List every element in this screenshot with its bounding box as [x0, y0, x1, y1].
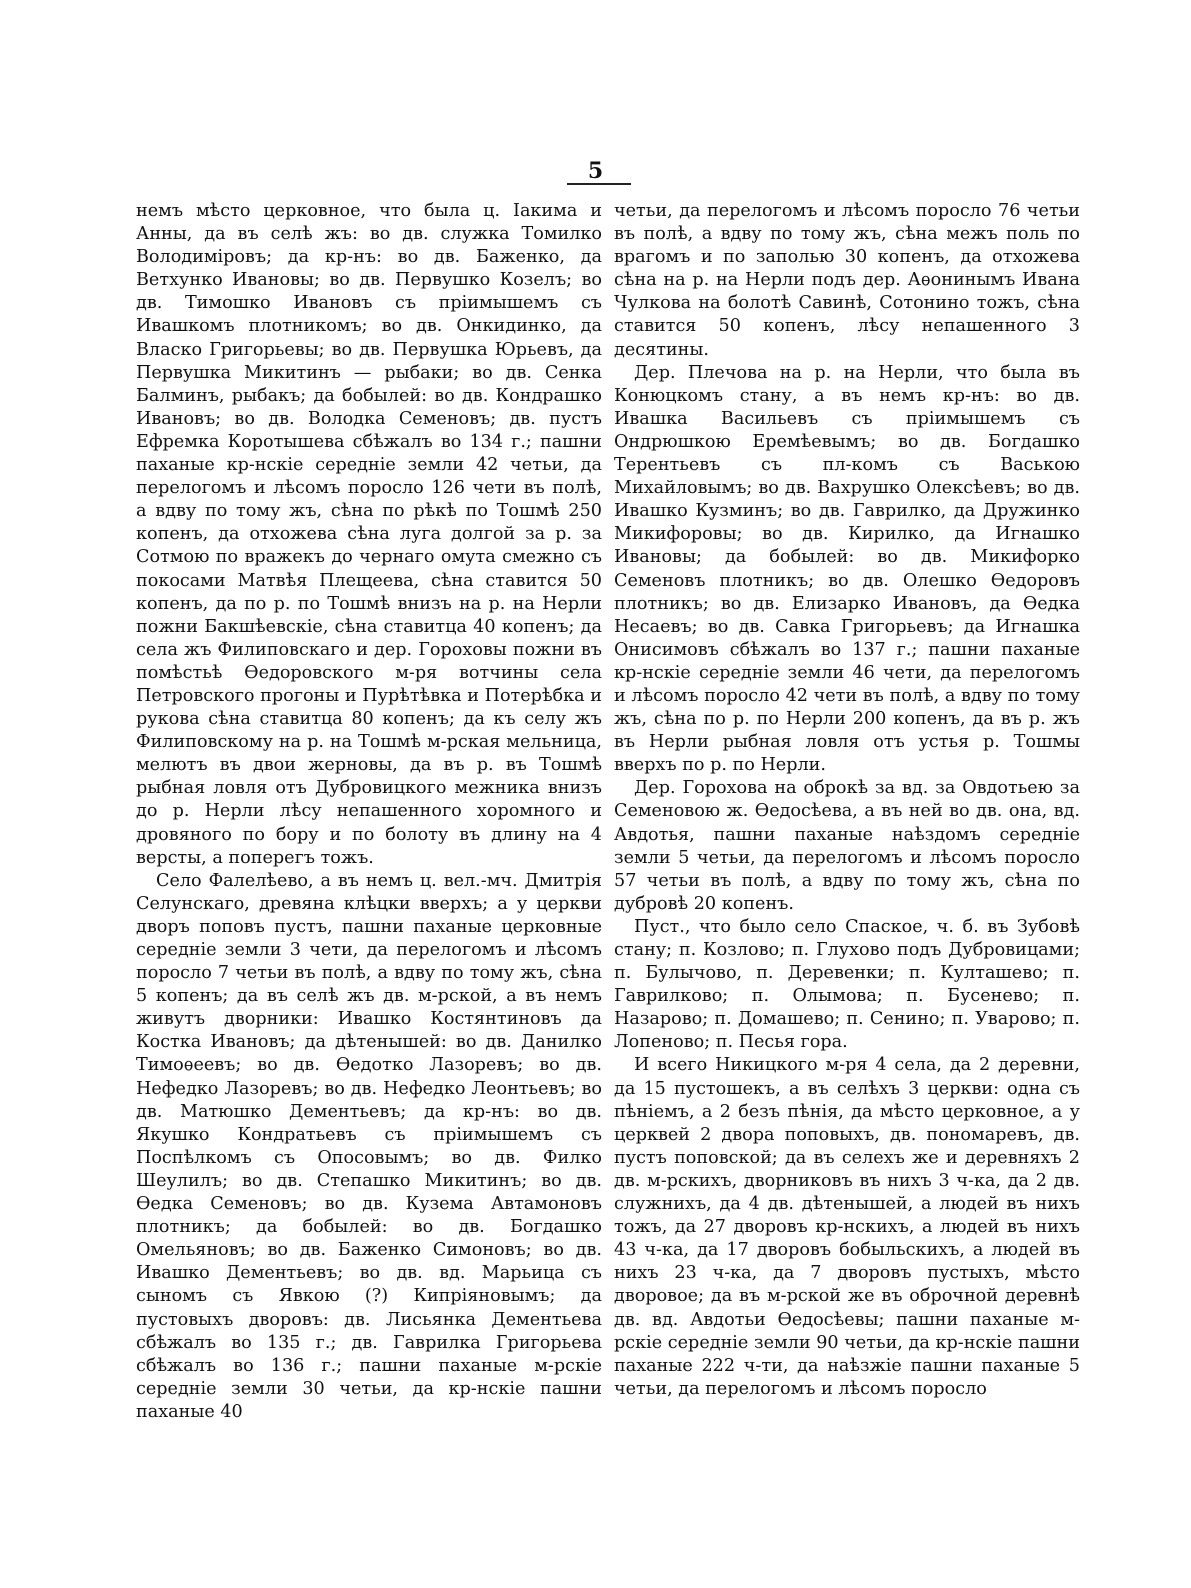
paragraph: Дер. Плечова на р. на Нерли, что была въ Конюцкомъ стану, а въ немъ кр-нъ: во дв. Ивашка Васильевъ съ пріимышемъ съ Ондрюшкою Еремѣевымъ; во дв. Богдашко Терентьевъ съ пл-комъ съ Ваською Михайловымъ; во дв. Вахрушко Олексѣевъ; во дв. Ивашко Кузминъ; во дв. Гаврилко, да Дружинко Микифоровы; во дв. Кирилко, да Игнашко Ивановы; да бобылей: во дв. Микифорко Семеновъ плотникъ; во дв. Олешко Ѳедоровъ плотникъ; во дв. Елизарко Ивановъ, да Ѳедка Несаевъ; во дв. Савка Григорьевъ; да Игнашка Онисимовъ сбѣжалъ во 137 г.; пашни паханые кр-нскіе середніе земли 46 чети, да перелогомъ и лѣсомъ поросло 42 чети въ полѣ, а вдву по тому жъ, сѣна по р. по Нерли 200 копенъ, да въ р. жъ въ Нерли рыбная ловля отъ устья р. Тошмы вверхъ по р. по Нерли.	[614, 362, 1080, 776]
paragraph: Дер. Горохова на оброкѣ за вд. за Овдотьею за Семеновою ж. Ѳедосѣева, а въ ней во дв. она, вд. Авдотья, пашни паханые наѣздомъ середніе земли 5 четьи, да перелогомъ и лѣсомъ поросло 57 четьи въ полѣ, а вдву по тому жъ, сѣна по дубровѣ 20 копенъ.	[614, 778, 1080, 914]
page-number-rule	[567, 183, 631, 185]
left-column	[136, 200, 602, 1424]
paragraph: немъ мѣсто церковное, что была ц. Іакима и Анны, да въ селѣ жъ: во дв. служка Томилко Володиміровъ; да кр-нъ: во дв. Баженко, да Ветхунко Ивановы; во дв. Первушко Козелъ; во дв. Тимошко Ивановъ съ пріимышемъ съ Ивашкомъ плотникомъ; во дв. Онкидинко, да Власко Григорьевы; во дв. Первушка Юрьевъ, да Первушка Микитинъ — рыбаки; во дв. Сенка Балминъ, рыбакъ; да бобылей: во дв. Кондрашко Ивановъ; во дв. Володка Семеновъ; дв. пустъ Ефремка Коротышева сбѣжалъ во 134 г.; пашни паханые кр-нскіе середніе земли 42 четьи, да перелогомъ и лѣсомъ поросло 126 чети въ полѣ, а вдву по тому жъ, сѣна по рѣкѣ по Тошмѣ 250 копенъ, да отхожева сѣна луга долгой за р. за Сотмою по вражекъ до чернаго омута смежно съ покосами Матвѣя Плещеева, сѣна ставится 50 копенъ, да по р. по Тошмѣ внизъ на р. на Нерли пожни Бакшѣевскіе, сѣна ставитца 40 копенъ; да села жъ Филиповскаго и дер. Гороховы пожни въ помѣстьѣ Ѳедоровского м-ря вотчины села Петровского прогоны и Пурѣтѣвка и Потерѣбка и рукова сѣна ставитца 80 копенъ; да къ селу жъ Филиповскому на р. на Тошмѣ м-рская мельница, мелютъ въ двои жерновы, да въ р. въ Тошмѣ рыбная ловля отъ Дубровицкого межника внизъ до р. Нерли лѣсу непашенного хоромного и дровяного по бору и по болоту въ длину на 4 версты, а поперегъ тожъ.	[136, 201, 602, 868]
paragraph: Село Фалелѣево, а въ немъ ц. вел.-мч. Дмитрія Селунскаго, древяна клѣцки вверхъ; а у церкви дворъ поповъ пустъ, пашни паханые церковные середніе земли 3 чети, да перелогомъ и лѣсомъ поросло 7 четьи въ полѣ, а вдву по тому жъ, сѣна 5 копенъ; да въ селѣ жъ дв. м-рской, а въ немъ живутъ дворники: Ивашко Костянтиновъ да Костка Ивановъ; да дѣтенышей: во дв. Данилко Тимоѳеевъ; во дв. Ѳедотко Лазоревъ; во дв. Нефедко Лазоревъ; во дв. Нефедко Леонтьевъ; во дв. Матюшко Дементьевъ; да кр-нъ: во дв. Якушко Кондратьевъ съ пріимышемъ съ Поспѣлкомъ съ Опосовымъ; во дв. Филко Шеулилъ; во дв. Степашко Микитинъ; во дв. Ѳедка Семеновъ; во дв. Кузема Автамоновъ плотникъ; да бобылей: во дв. Богдашко Омельяновъ; во дв. Баженко Симоновъ; во дв. Ивашко Дементьевъ; во дв. вд. Марьица съ сыномъ съ Явкою (?) Кипріяновымъ; да пустовыхъ дворовъ: дв. Лисьянка Дементьева сбѣжалъ во 135 г.; дв. Гаврилка Григорьева сбѣжалъ во 136 г.; пашни паханые м-рскіе середніе земли 30 четьи, да кр-нскіе пашни паханые 40	[136, 870, 602, 1422]
right-column	[614, 200, 1080, 1401]
page-number: 5	[587, 158, 604, 184]
paragraph: четьи, да перелогомъ и лѣсомъ поросло 76 четьи въ полѣ, а вдву по тому жъ, сѣна межъ поль по врагомъ и по заполью 30 копенъ, да отхожева сѣна на р. на Нерли подъ дер. Аѳонинымъ Ивана Чулкова на болотѣ Савинѣ, Сотонино тожъ, сѣна ставится 50 копенъ, лѣсу непашенного 3 десятины.	[614, 201, 1080, 360]
paragraph: И всего Никицкого м-ря 4 села, да 2 деревни, да 15 пустошекъ, а въ селѣхъ 3 церкви: одна съ пѣніемъ, а 2 безъ пѣнія, да мѣсто церковное, а у церквей 2 двора поповыхъ, дв. пономаревъ, дв. пустъ поповской; да въ селехъ же и деревняхъ 2 дв. м-рскихъ, дворниковъ въ нихъ 3 ч-ка, да 2 дв. служнихъ, да 4 дв. дѣтенышей, а людей въ нихъ тожъ, да 27 дворовъ кр-нскихъ, а людей въ нихъ 43 ч-ка, да 17 дворовъ бобыльскихъ, а людей въ нихъ 23 ч-ка, да 7 дворовъ пустыхъ, мѣсто дворовое; да въ м-рской же въ оброчной деревнѣ дв. вд. Авдотьи Ѳедосѣевы; пашни паханые м-рскіе середніе земли 90 четьи, да кр-нскіе пашни паханые 222 ч-ти, да наѣзжіе пашни паханые 5 четьи, да перелогомъ и лѣсомъ поросло	[614, 1055, 1080, 1399]
paragraph: Пуст., что было село Спаское, ч. б. въ Зубовѣ стану; п. Козлово; п. Глухово подъ Дубровицами; п. Булычово, п. Деревенки; п. Култашево; п. Гаврилково; п. Олымова; п. Бусенево; п. Назарово; п. Домашево; п. Сенино; п. Уварово; п. Лопеново; п. Песья гора.	[614, 916, 1080, 1053]
